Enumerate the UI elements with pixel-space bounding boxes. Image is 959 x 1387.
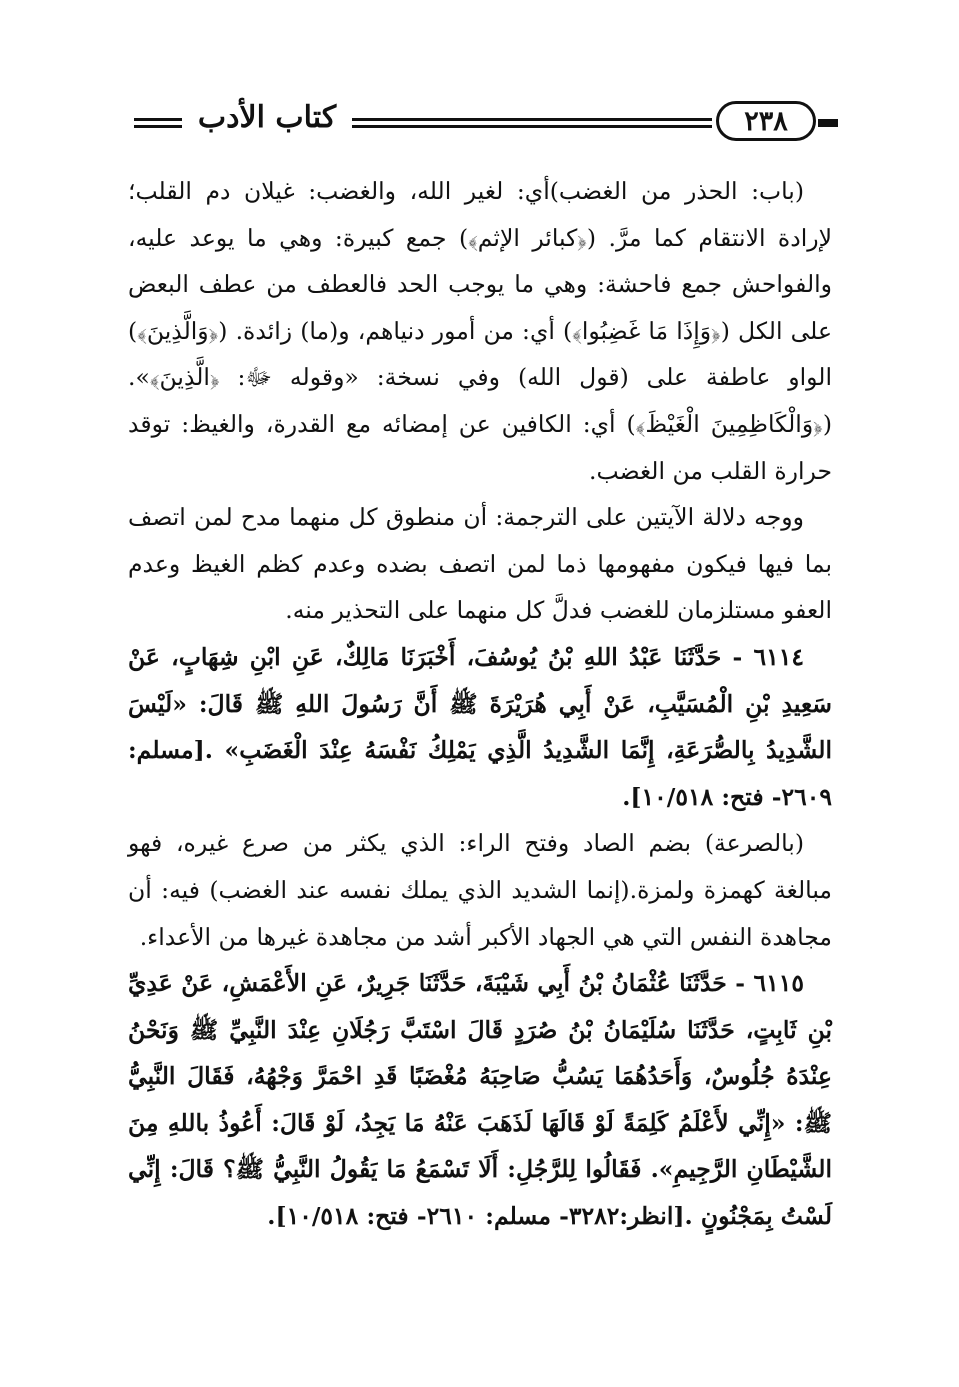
header-ornament-line bbox=[134, 118, 182, 121]
header-badge-tail bbox=[818, 119, 838, 127]
page-header bbox=[0, 0, 959, 160]
header-rule bbox=[352, 118, 712, 121]
hadith-paragraph: ٦١١٤ - حَدَّثَنَا عَبْدُ اللهِ بْنُ يُوسُفَ، أَخْبَرَنَا مَالِكٌ، عَنِ ابْنِ شِهَابٍ، عَنْ سَعِيدِ بْنِ الْمُسَيَّبِ، عَنْ أَبِي هُرَيْرَةَ ﷺ أَنَّ رَسُولَ اللهِ ﷺ قَالَ: «لَيْسَ الشَّدِيدُ بِالصُّرَعَةِ، إِنَّمَا الشَّدِيدُ الَّذِي يَمْلِكُ نَفْسَهُ عِنْدَ الْغَضَبِ» .[مسلم: ٢٦٠٩- فتح: ١٠/٥١٨]. bbox=[128, 642, 832, 811]
commentary-paragraph: ووجه دلالة الآيتين على الترجمة: أن منطوق كل منهما مدح لمن اتصف بما فيها فيكون مفهومها ذما لمن اتصف بضده وعدم كظم الغيظ وعدم العفو مستلزمان للغضب فدلَّ كل منهما على التحذير منه. bbox=[128, 503, 832, 625]
commentary-paragraph: (باب: الحذر من الغضب)أي: لغير الله، والغضب: غيلان دم القلب؛ لإرادة الانتقام كما مرَّ. (﴿كبائر الإثم﴾) جمع كبيرة: وهي ما يوعد عليه، والفواحش جمع فاحشة: وهي ما يوجب الحد فالعطف من عطف البعض على الكل (﴿وَإِذَا مَا غَضِبُوا﴾) أي: من أمور دنياهم، و(ما) زائدة. (﴿وَالَّذِينَ﴾) الواو عاطفة على (قول الله) وفي نسخة: «وقوله ﷻ: ﴿الَّذِينَ﴾». (﴿وَالْكَاظِمِينَ الْغَيْظَ﴾) أي: الكافين عن إمضائه مع القدرة، والغيظ: توقد حرارة القلب من الغضب. bbox=[128, 177, 832, 485]
page-number-badge bbox=[716, 101, 816, 141]
page-number: ٢٣٨ bbox=[744, 105, 788, 137]
header-ornament-line bbox=[134, 125, 182, 128]
hadith-paragraph: ٦١١٥ - حَدَّثَنَا عُثْمَانُ بْنُ أَبِي شَيْبَةَ، حَدَّثَنَا جَرِيرٌ، عَنِ الأَعْمَشِ، عَنْ عَدِيِّ بْنِ ثَابِتٍ، حَدَّثَنَا سُلَيْمَانُ بْنُ صُرَدٍ قَالَ اسْتَبَّ رَجُلَانِ عِنْدَ النَّبِيِّ ﷺ وَنَحْنُ عِنْدَهُ جُلُوسٌ، وَأَحَدُهُمَا يَسُبُّ صَاحِبَهُ مُغْضَبًا قَدِ احْمَرَّ وَجْهُهُ، فَقَالَ النَّبِيُّ ﷺ: «إِنِّي لأَعْلَمُ كَلِمَةً لَوْ قَالَهَا لَذَهَبَ عَنْهُ مَا يَجِدُ، لَوْ قَالَ: أَعُوذُ باللهِ مِنَ الشَّيْطَانِ الرَّجِيمِ». فَقَالُوا لِلرَّجُلِ: أَلَا تَسْمَعُ مَا يَقُولُ النَّبِيُّ ﷺ؟ قَالَ: إِنِّي لَسْتُ بِمَجْنُونٍ .[انظر:٣٢٨٢- مسلم: ٢٦١٠- فتح: ١٠/٥١٨]. bbox=[128, 969, 832, 1231]
header-rule bbox=[352, 125, 712, 128]
commentary-paragraph: (بالصرعة) بضم الصاد وفتح الراء: الذي يكثر من صرع غيره، فهو مبالغة كهمزة ولمزة.(إنما الشديد الذي يملك نفسه عند الغضب) فيه: أن مجاهدة النفس التي هي الجهاد الأكبر أشد من مجاهدة غيرها من الأعداء. bbox=[128, 829, 832, 951]
book-title: كتاب الأدب bbox=[197, 100, 337, 135]
page-body bbox=[128, 168, 832, 1240]
